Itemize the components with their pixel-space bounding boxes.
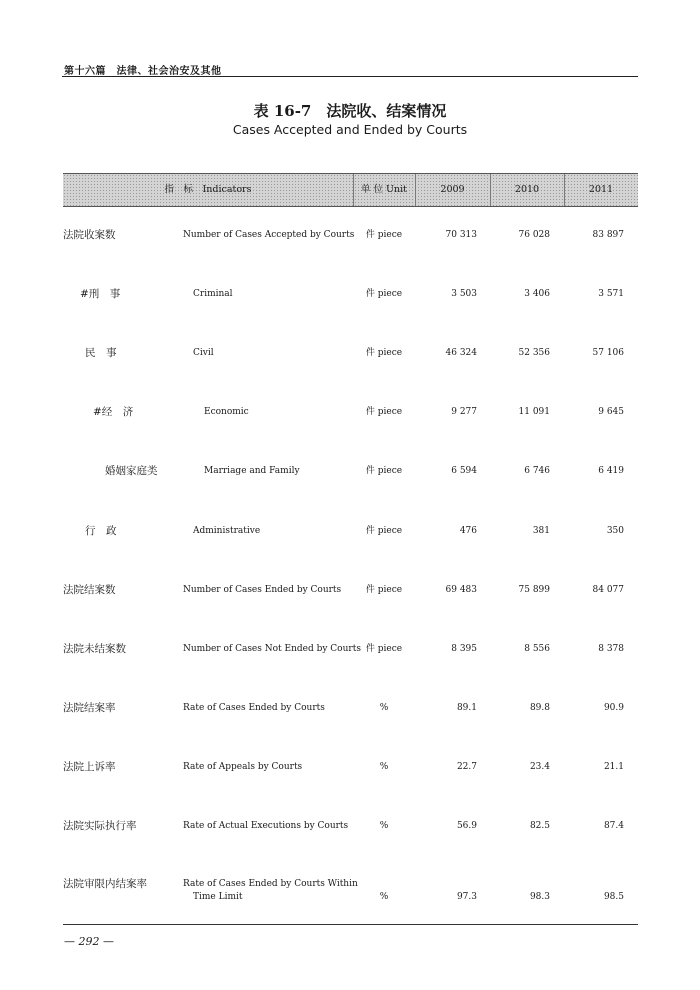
row-label-cn: #经 济 [93, 406, 134, 418]
row-unit: 件 piece [365, 526, 403, 536]
row-unit: 件 piece [365, 230, 403, 240]
value-2010: 3 406 [524, 289, 550, 299]
value-2009: 6 594 [451, 466, 477, 476]
header-rule [62, 76, 638, 77]
row-unit: 件 piece [365, 585, 403, 595]
value-2011: 3 571 [598, 289, 624, 299]
table-header [63, 173, 638, 207]
row-label-cn: 法院未结案数 [63, 643, 126, 655]
row-unit: % [379, 821, 389, 831]
row-unit: 件 piece [365, 644, 403, 654]
row-label-en: Number of Cases Accepted by Courts [183, 230, 355, 240]
value-2010: 381 [532, 526, 550, 536]
row-label-cn: 法院收案数 [63, 229, 116, 241]
value-2010: 52 356 [518, 348, 550, 358]
table-row [63, 465, 638, 485]
row-label-en: Rate of Actual Executions by Courts [183, 821, 349, 831]
value-2011: 21.1 [603, 762, 624, 772]
column-header-year-2009: 2009 [440, 184, 465, 195]
value-2011: 8 378 [598, 644, 624, 654]
table-row [63, 761, 638, 781]
column-header-year-2011: 2011 [588, 184, 614, 195]
row-unit: % [379, 892, 389, 902]
row-label-cn: 法院结案率 [63, 702, 116, 714]
table-bottom-rule [63, 924, 638, 925]
value-2011: 57 106 [592, 348, 624, 358]
value-2011: 84 077 [592, 585, 624, 595]
value-2011: 350 [606, 526, 624, 536]
value-2010: 75 899 [518, 585, 550, 595]
value-2009: 8 395 [451, 644, 477, 654]
value-2010: 98.3 [529, 892, 550, 902]
value-2011: 6 419 [598, 466, 624, 476]
value-2009: 9 277 [451, 407, 477, 417]
row-label-en: Criminal [193, 289, 233, 299]
value-2010: 76 028 [518, 230, 550, 240]
row-unit: 件 piece [365, 407, 403, 417]
row-label-en: Administrative [193, 526, 261, 536]
value-2009: 69 483 [445, 585, 477, 595]
row-label-en: Rate of Cases Ended by Courts [183, 703, 325, 713]
table-row [63, 288, 638, 308]
table-row [63, 525, 638, 545]
table-row [63, 878, 638, 912]
value-2011: 87.4 [603, 821, 624, 831]
value-2009: 56.9 [456, 821, 477, 831]
table-row [63, 702, 638, 722]
row-label-en-continued: Time Limit [193, 892, 243, 902]
row-label-cn: 法院上诉率 [63, 761, 116, 773]
value-2010: 89.8 [529, 703, 550, 713]
column-header-unit: 单 位 Unit [360, 184, 408, 195]
value-2009: 46 324 [445, 348, 477, 358]
row-label-cn: #刑 事 [80, 288, 121, 300]
row-label-cn: 法院审限内结案率 [63, 878, 147, 890]
value-2010: 23.4 [529, 762, 550, 772]
row-label-en: Marriage and Family [204, 466, 300, 476]
table-row [63, 820, 638, 840]
table-row [63, 584, 638, 604]
value-2011: 83 897 [592, 230, 624, 240]
row-unit: 件 piece [365, 289, 403, 299]
table-row [63, 229, 638, 249]
value-2009: 3 503 [451, 289, 477, 299]
table-title-en: Cases Accepted and Ended by Courts [232, 122, 468, 137]
row-label-cn: 民 事 [85, 347, 117, 359]
column-header-indicators: 指 标 Indicators [164, 184, 252, 195]
table-row [63, 347, 638, 367]
row-label-cn: 婚姻家庭类 [105, 465, 158, 477]
value-2009: 22.7 [456, 762, 477, 772]
row-label-cn: 法院结案数 [63, 584, 116, 596]
value-2011: 9 645 [598, 407, 624, 417]
table-row [63, 643, 638, 663]
value-2010: 8 556 [524, 644, 550, 654]
row-label-en: Rate of Cases Ended by Courts Within [183, 879, 358, 889]
row-unit: 件 piece [365, 466, 403, 476]
value-2009: 89.1 [456, 703, 477, 713]
row-label-en: Civil [193, 348, 214, 358]
table-row [63, 406, 638, 426]
row-unit: % [379, 762, 389, 772]
column-header-year-2010: 2010 [514, 184, 540, 195]
value-2010: 11 091 [518, 407, 550, 417]
running-head: 第十六篇 法律、社会治安及其他 [64, 66, 222, 77]
value-2009: 70 313 [445, 230, 477, 240]
value-2009: 97.3 [456, 892, 477, 902]
table-title-cn: 表 16-7 法院收、结案情况 [253, 102, 447, 120]
page-number: — 292 — [64, 935, 114, 948]
value-2011: 90.9 [603, 703, 624, 713]
row-label-cn: 法院实际执行率 [63, 820, 137, 832]
row-label-en: Number of Cases Not Ended by Courts [183, 644, 361, 654]
row-label-en: Rate of Appeals by Courts [183, 762, 303, 772]
row-unit: 件 piece [365, 348, 403, 358]
value-2009: 476 [459, 526, 477, 536]
row-label-en: Number of Cases Ended by Courts [183, 585, 342, 595]
row-label-en: Economic [204, 407, 249, 417]
value-2010: 6 746 [524, 466, 550, 476]
row-label-cn: 行 政 [85, 525, 117, 537]
row-unit: % [379, 703, 389, 713]
value-2011: 98.5 [603, 892, 624, 902]
value-2010: 82.5 [529, 821, 550, 831]
